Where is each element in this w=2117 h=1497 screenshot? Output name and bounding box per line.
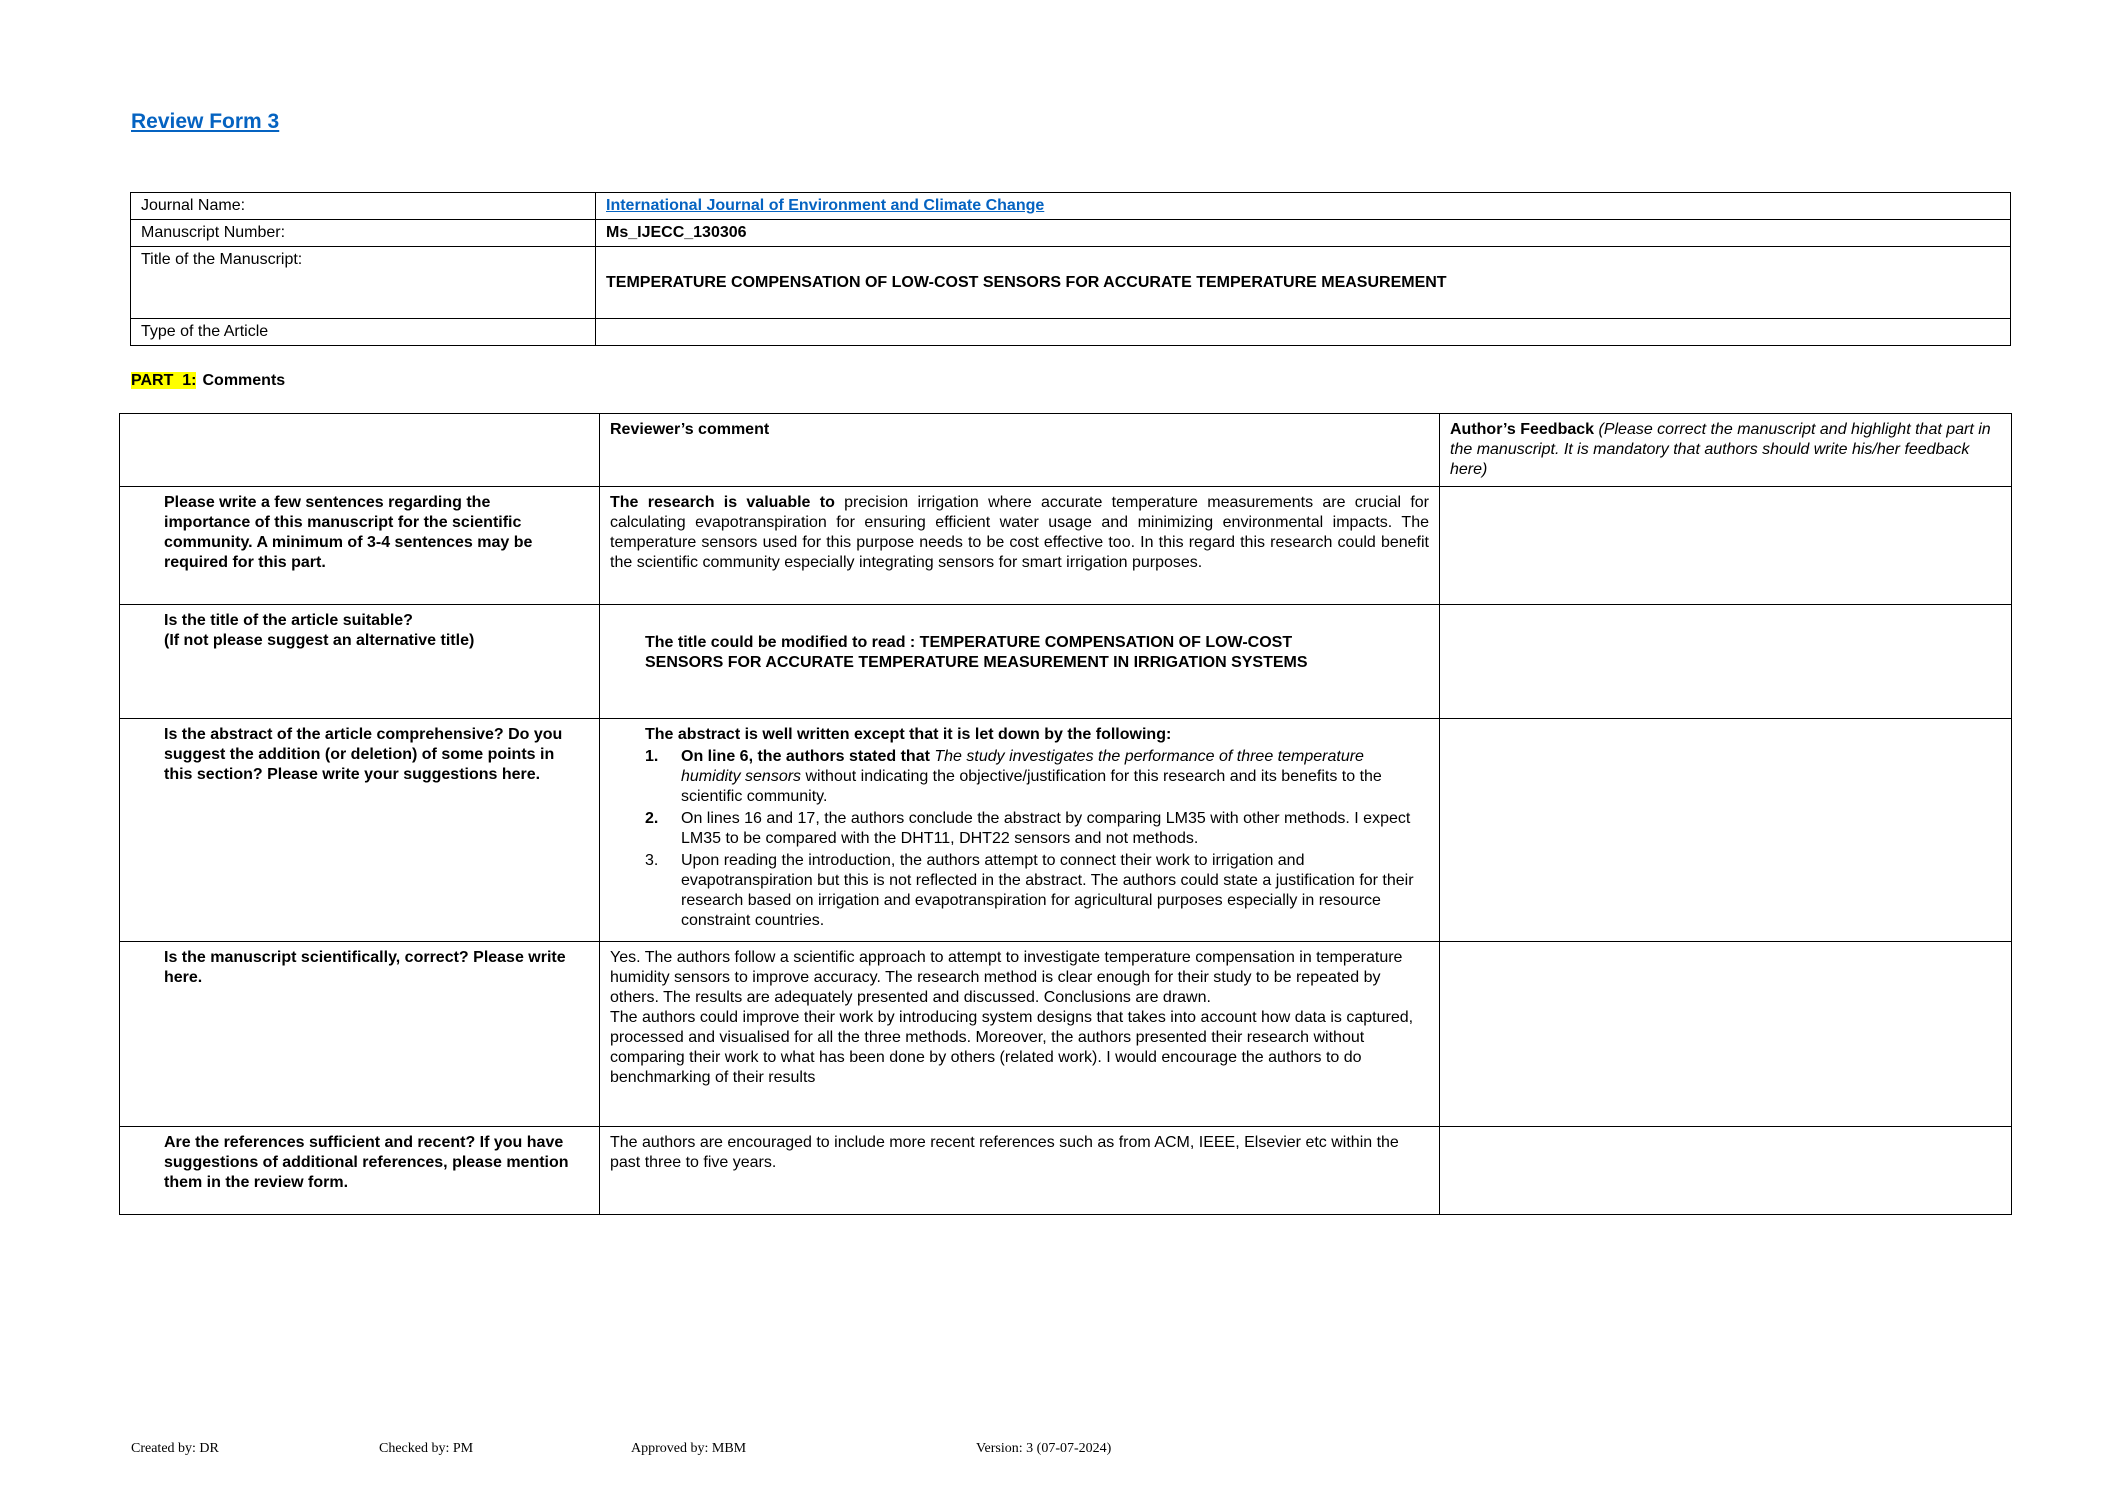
importance-question-cell (120, 487, 600, 605)
abstract-comment-intro: The abstract is well written except that it is let down by the following: (645, 726, 1172, 743)
footer-version: Version: 3 (07-07-2024) (976, 1441, 1112, 1456)
abstract-question-cell (120, 719, 600, 942)
manuscript-number-label: Manuscript Number: (131, 220, 596, 247)
abstract-question: Is the abstract of the article comprehensive? Do you suggest the addition (or deletion) of some points in this section? Please write your suggestions here. (164, 726, 563, 783)
author-feedback-cell[interactable] (1440, 1127, 2012, 1215)
author-feedback-cell[interactable] (1440, 719, 2012, 942)
header-empty-cell (120, 414, 600, 487)
author-feedback-header-title: Author’s Feedback (1450, 421, 1599, 438)
article-type-label: Type of the Article (131, 319, 596, 346)
abstract-row (120, 719, 2012, 942)
list-item-number: 2. (645, 810, 659, 827)
author-feedback-cell[interactable] (1440, 487, 2012, 605)
title-suitability-question-cell (120, 605, 600, 719)
footer-checked-by: Checked by: PM (379, 1441, 474, 1456)
footer-created-by: Created by: DR (131, 1441, 219, 1456)
author-feedback-cell[interactable] (1440, 942, 2012, 1127)
references-question: Are the references sufficient and recent? If you have suggestions of additional references, please mention them in the review form. (164, 1134, 569, 1191)
manuscript-title-value: TEMPERATURE COMPENSATION OF LOW-COST SENSORS FOR ACCURATE TEMPERATURE MEASUREMENT (596, 247, 2011, 319)
references-comment-cell (600, 1127, 1440, 1215)
abstract-comment-list (645, 747, 1429, 931)
manuscript-title-label: Title of the Manuscript: (131, 247, 596, 319)
scientific-comment-p2: The authors could improve their work by introducing system designs that takes into account how data is captured, processed and visualised for all the three methods. Moreover, the authors presented their research without comparing their work to what has been done by others (related work). I would encourage the authors to do benchmarking of their results (610, 1009, 1414, 1086)
list-item-text: Upon reading the introduction, the authors attempt to connect their work to irrigation and evapotranspiration but this is not reflected in the abstract. The authors could state a justification for their research based on irrigation and evapotranspiration for agricultural purposes especially in resource constraint countries. (681, 852, 1414, 929)
part1-label: Comments (202, 372, 286, 389)
author-feedback-header-note: (Please correct the manuscript and highlight that part in the manuscript. It is mandatory that authors should write his/her feedback here) (1450, 421, 1991, 478)
list-item-italic-fragment: The study investigates the performance of three temperature humidity sensors (681, 748, 1364, 785)
author-feedback-header-cell (1440, 414, 2012, 487)
importance-question: Please write a few sentences regarding the importance of this manuscript for the scientific community. A minimum of 3-4 sentences may be required for this part. (164, 494, 533, 571)
page-title: Review Form 3 (131, 110, 280, 133)
journal-name-row (131, 193, 2011, 220)
scientific-correctness-row (120, 942, 2012, 1127)
reviewer-comment-header: Reviewer’s comment (610, 421, 770, 438)
scientific-question-cell (120, 942, 600, 1127)
title-suitability-row (120, 605, 2012, 719)
manuscript-number-value: Ms_IJECC_130306 (596, 220, 2011, 247)
list-item-bold-fragment: On line 6, the authors stated that (681, 748, 935, 765)
title-suitability-comment-cell (600, 605, 1440, 719)
journal-name-cell (596, 193, 2011, 220)
title-suitability-comment: The title could be modified to read : TEMPERATURE COMPENSATION OF LOW-COST SENSORS FOR ACCURATE TEMPERATURE MEASUREMENT IN IRRIGATION SYSTEMS (645, 634, 1308, 671)
manuscript-title-row (131, 247, 2011, 319)
article-type-value-cell[interactable] (596, 319, 2011, 346)
references-question-cell (120, 1127, 600, 1215)
list-item (645, 747, 1429, 807)
importance-comment-lead: The research is valuable to (610, 494, 835, 511)
list-item-number: 3. (645, 852, 659, 869)
comments-header-row (120, 414, 2012, 487)
scientific-comment-cell (600, 942, 1440, 1127)
title-suitability-question-line1: Is the title of the article suitable? (164, 612, 413, 629)
importance-row (120, 487, 2012, 605)
article-type-row (131, 319, 2011, 346)
title-suitability-question-line2: (If not please suggest an alternative title) (164, 632, 475, 649)
manuscript-number-row (131, 220, 2011, 247)
importance-comment (610, 493, 1429, 573)
reviewer-comment-header-cell (600, 414, 1440, 487)
journal-name-link[interactable]: International Journal of Environment and Climate Change (606, 197, 1045, 214)
part1-heading (131, 372, 285, 390)
part1-tag: PART 1: (131, 372, 197, 389)
scientific-question: Is the manuscript scientifically, correct? Please write here. (164, 949, 566, 986)
abstract-comment-cell (600, 719, 1440, 942)
list-item-plain-fragment: without indicating the objective/justification for this research and its benefits to the scientific community. (681, 768, 1382, 805)
list-item-text: On lines 16 and 17, the authors conclude the abstract by comparing LM35 with other methods. I expect LM35 to be compared with the DHT11, DHT22 sensors and not methods. (681, 810, 1411, 847)
scientific-comment-p1: Yes. The authors follow a scientific approach to attempt to investigate temperature compensation in temperature humidity sensors to improve accuracy. The research method is clear enough for their study to be repeated by others. The results are adequately presented and discussed. Conclusions are drawn. (610, 949, 1403, 1006)
references-comment: The authors are encouraged to include more recent references such as from ACM, IEEE, Elsevier etc within the past three to five years. (610, 1134, 1399, 1171)
footer-approved-by: Approved by: MBM (631, 1441, 747, 1456)
importance-comment-body: precision irrigation where accurate temperature measurements are crucial for calculating evapotranspiration for ensuring efficient water usage and minimizing environmental impacts. The temperature sensors used for this purpose needs to be cost effective too. In this regard this research could benefit the scientific community especially integrating sensors for smart irrigation purposes. (610, 494, 1429, 571)
list-item (645, 809, 1429, 849)
author-feedback-cell[interactable] (1440, 605, 2012, 719)
manuscript-info-table (130, 192, 2011, 346)
journal-name-label: Journal Name: (131, 193, 596, 220)
references-row (120, 1127, 2012, 1215)
list-item (645, 851, 1429, 931)
list-item-number: 1. (645, 748, 659, 765)
list-item-text (681, 747, 1429, 807)
importance-comment-cell (600, 487, 1440, 605)
comments-table (119, 413, 2012, 1215)
